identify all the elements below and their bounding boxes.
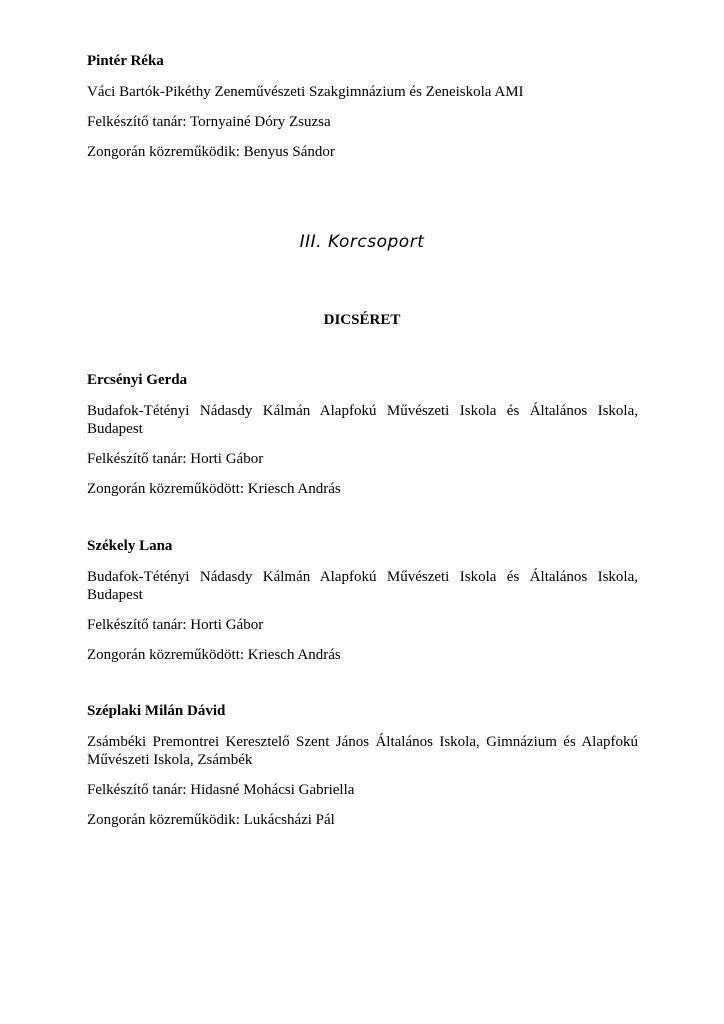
entry-ercsenyi-gerda bbox=[87, 371, 638, 498]
school-name: Budafok-Tétényi Nádasdy Kálmán Alapfokú Művészeti Iskola és Általános Iskola, Budapest bbox=[87, 403, 638, 437]
school-name: Váci Bartók-Pikéthy Zeneművészeti Szakgimnázium és Zeneiskola AMI bbox=[87, 84, 524, 100]
piano-line: Zongorán közreműködik: Lukácsházi Pál bbox=[87, 812, 335, 828]
student-name: Ercsényi Gerda bbox=[87, 372, 188, 388]
student-name: Pintér Réka bbox=[87, 53, 164, 69]
entry-pinter-reka bbox=[87, 52, 638, 161]
teacher-line: Felkészítő tanár: Horti Gábor bbox=[87, 617, 264, 633]
teacher-line: Felkészítő tanár: Hidasné Mohácsi Gabriella bbox=[87, 782, 355, 798]
school-name: Budafok-Tétényi Nádasdy Kálmán Alapfokú Művészeti Iskola és Általános Iskola, Budapest bbox=[87, 569, 638, 603]
teacher-line: Felkészítő tanár: Tornyainé Dóry Zsuzsa bbox=[87, 114, 331, 130]
piano-line: Zongorán közreműködik: Benyus Sándor bbox=[87, 144, 335, 160]
student-name: Széplaki Milán Dávid bbox=[87, 703, 226, 719]
student-name: Székely Lana bbox=[87, 538, 173, 554]
teacher-line: Felkészítő tanár: Horti Gábor bbox=[87, 451, 264, 467]
entry-szeplaki-milan-david bbox=[87, 702, 638, 829]
piano-line: Zongorán közreműködött: Kriesch András bbox=[87, 647, 341, 663]
award-heading: DICSÉRET bbox=[323, 312, 401, 328]
section-title: III. Korcsoport bbox=[299, 232, 425, 252]
piano-line: Zongorán közreműködött: Kriesch András bbox=[87, 481, 341, 497]
entry-szekely-lana bbox=[87, 537, 638, 664]
school-name: Zsámbéki Premontrei Keresztelő Szent János Általános Iskola, Gimnázium és Alapfokú Művészeti Iskola, Zsámbék bbox=[87, 734, 638, 768]
